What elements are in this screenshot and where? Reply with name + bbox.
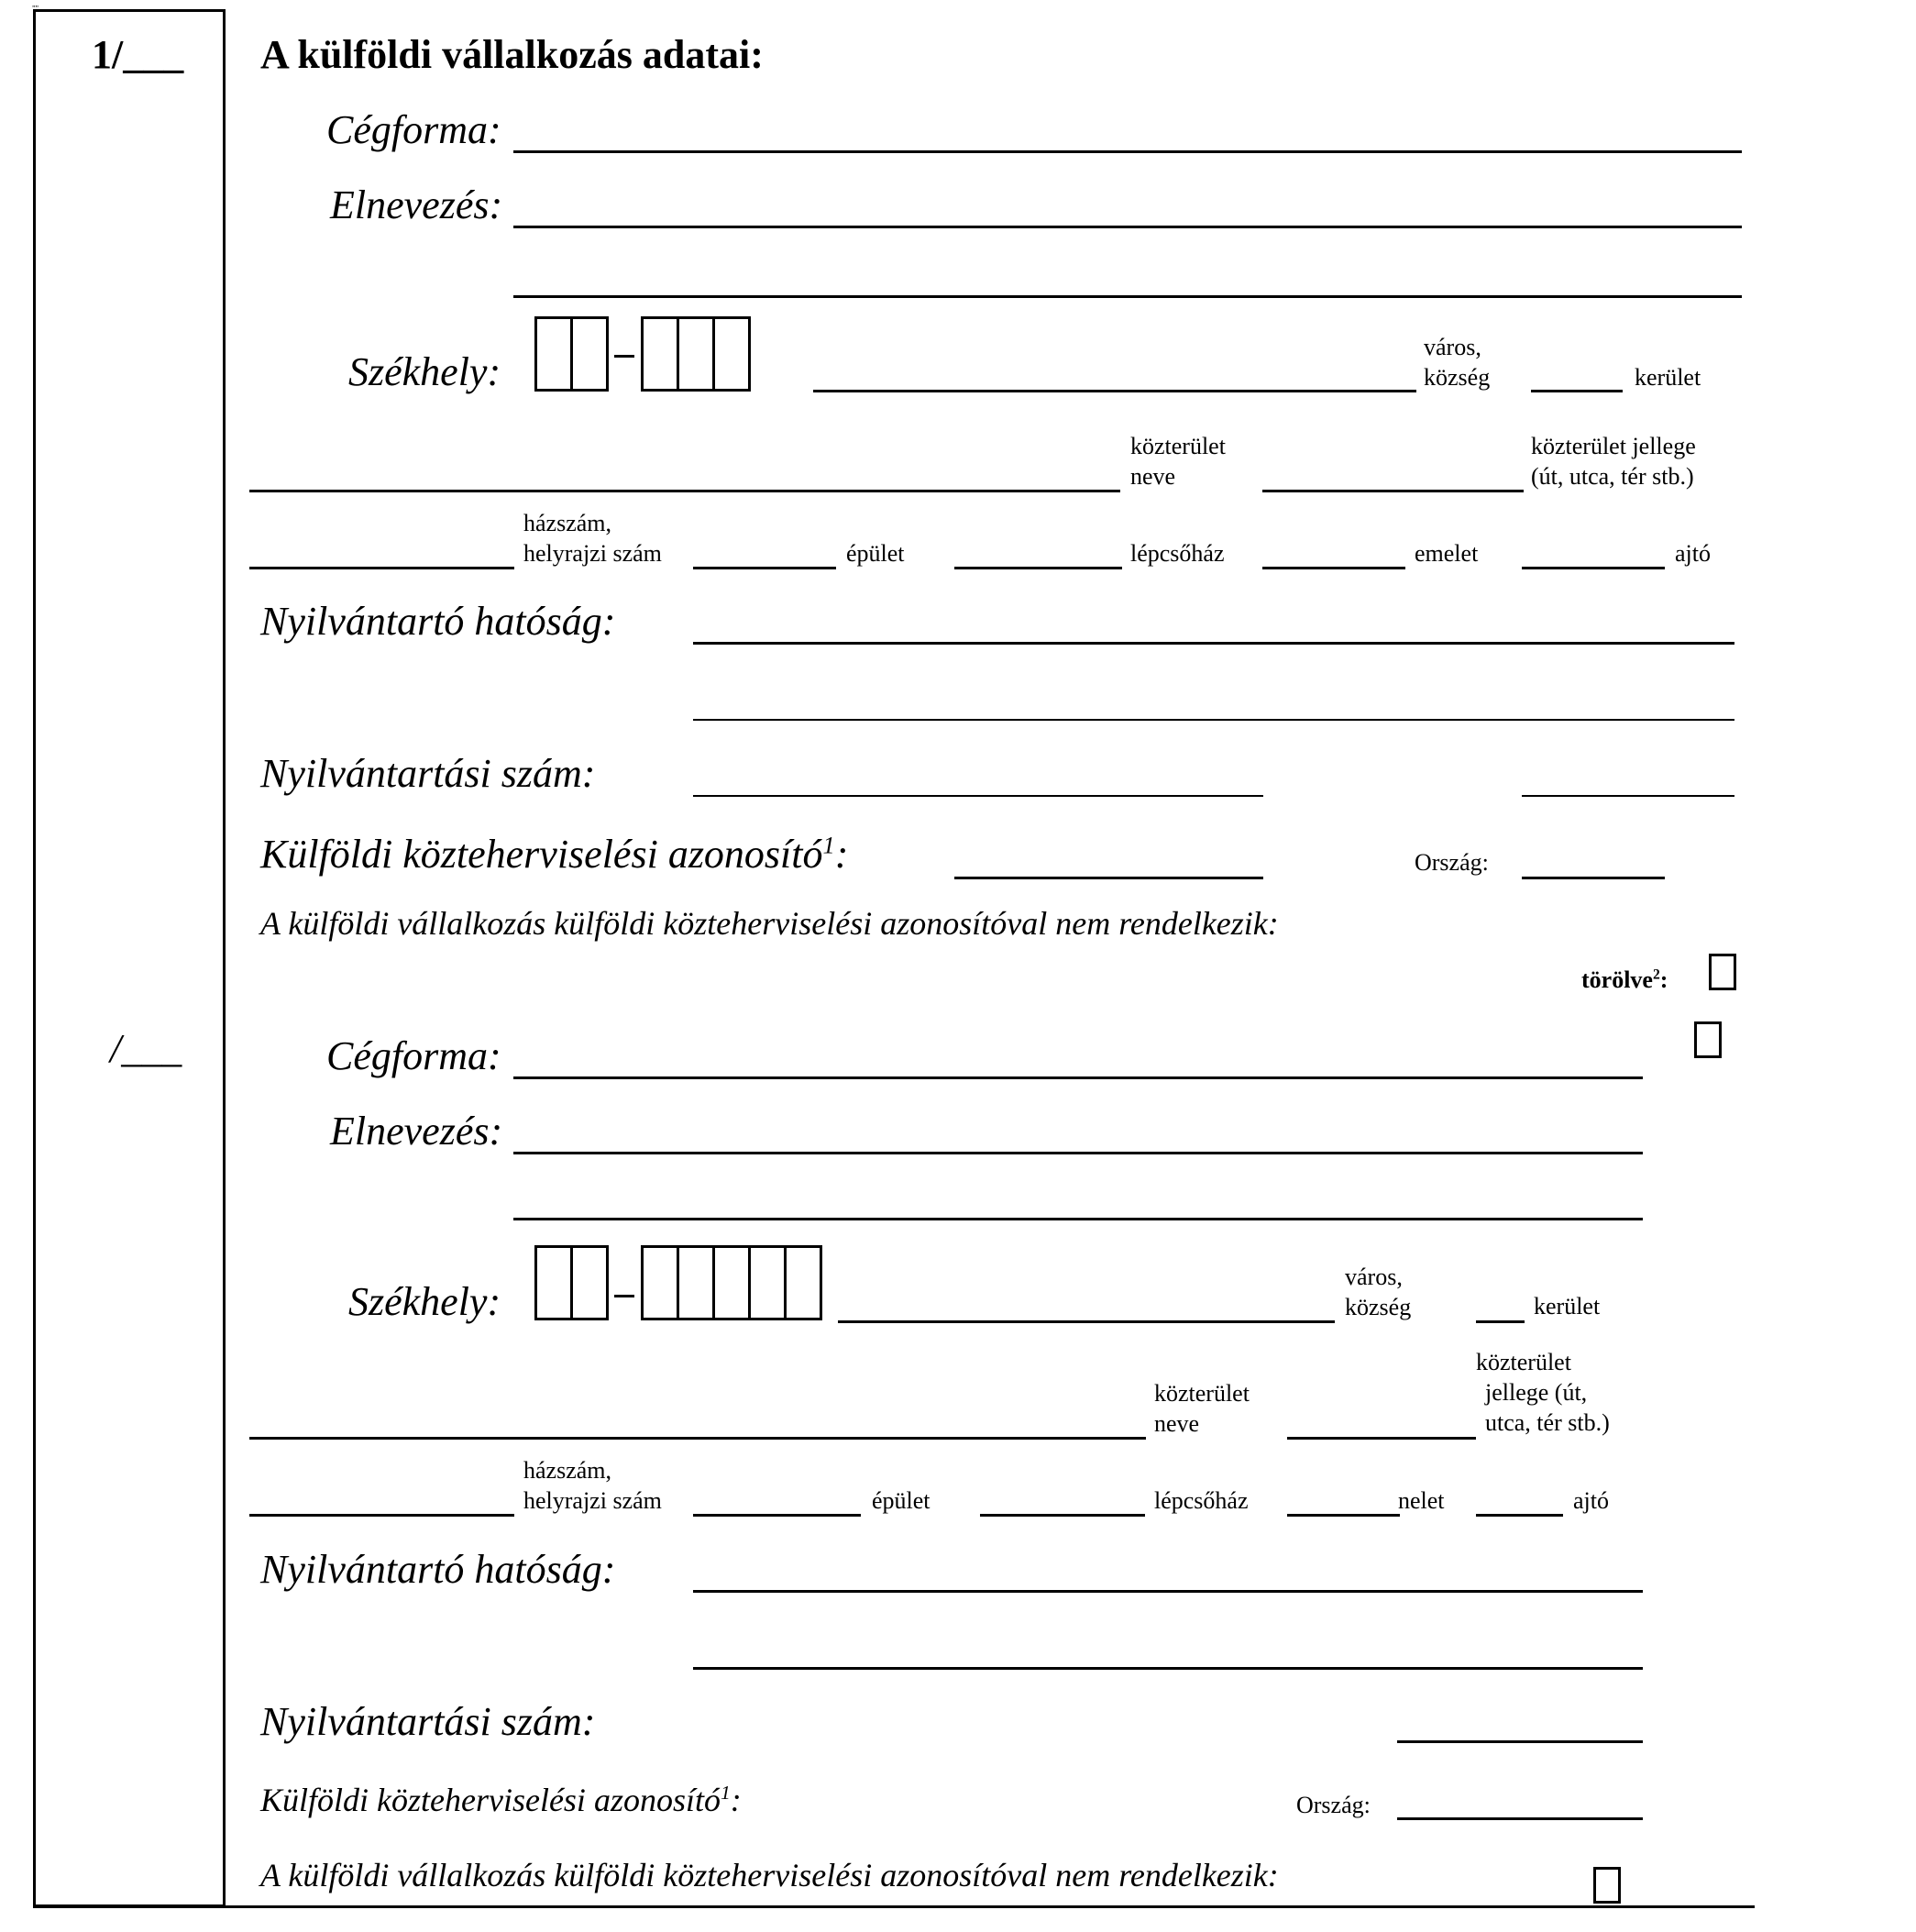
nyilvantartasi-szam-label: Nyilvántartási szám:	[260, 751, 596, 796]
hazszam-text-2: helyrajzi szám	[523, 540, 662, 567]
kozterulet-jellege-text-2: (út, utca, tér stb.)	[1531, 463, 1694, 490]
lepcsohaz-label: lépcsőház	[1130, 540, 1225, 567]
epulet-field[interactable]	[693, 567, 836, 569]
nyilvantarto-label-2: Nyilvántartó hatóság:	[260, 1547, 616, 1592]
torolve-text: törölve	[1581, 966, 1653, 993]
nyilvantarto-field[interactable]	[693, 642, 1734, 645]
postcode-cell[interactable]	[573, 319, 609, 389]
kerulet-field-2[interactable]	[1476, 1320, 1525, 1323]
nyilvantarto-field-b2-2[interactable]	[693, 1667, 1643, 1670]
kozterulet-jellege-text-2-3: utca, tér stb.)	[1485, 1409, 1610, 1436]
postcode-country-boxes-2[interactable]	[534, 1245, 609, 1320]
emelet-label: emelet	[1415, 540, 1479, 567]
postcode-dash-2	[614, 1295, 634, 1297]
emelet-field-2[interactable]	[1287, 1514, 1400, 1517]
kozterulet-neve-field-2[interactable]	[249, 1437, 1146, 1440]
lepcsohaz-field-2[interactable]	[980, 1514, 1145, 1517]
lepcsohaz-label-2: lépcsőház	[1154, 1487, 1249, 1514]
torolve-colon: :	[1659, 966, 1668, 993]
nyilvantartasi-szam-label-2: Nyilvántartási szám:	[260, 1699, 596, 1744]
column-divider	[223, 9, 226, 1907]
bottom-border	[33, 1905, 1755, 1908]
postcode-cell[interactable]	[715, 319, 751, 389]
nem-rendelkezik-checkbox-2[interactable]	[1593, 1867, 1621, 1904]
nyilvantartasi-szam-field-2[interactable]	[1522, 795, 1734, 797]
ajto-label: ajtó	[1675, 540, 1711, 567]
szekhely-label-2: Székhely:	[348, 1279, 501, 1324]
hazszam-text-2-2: helyrajzi szám	[523, 1487, 662, 1514]
elnevezes-label: Elnevezés:	[330, 182, 503, 227]
section-heading: A külföldi vállalkozás adatai:	[260, 32, 764, 77]
elnevezes-field-b2[interactable]	[513, 1152, 1643, 1154]
ajto-field-2[interactable]	[1476, 1514, 1563, 1517]
postcode-cell[interactable]	[679, 319, 715, 389]
postcode-country-boxes[interactable]	[534, 316, 609, 392]
hazszam-label-2	[523, 1455, 662, 1516]
azonosito-label-2	[260, 1781, 742, 1819]
epulet-label-2: épület	[872, 1487, 930, 1514]
postcode-cell[interactable]	[573, 1248, 609, 1318]
kozterulet-jellege-text-1: közterület jellege	[1531, 433, 1696, 459]
orszag-field[interactable]	[1522, 877, 1665, 879]
varos-text-2: város,	[1345, 1264, 1403, 1290]
ajto-label-2: ajtó	[1573, 1487, 1609, 1514]
azonosito-colon-2: :	[730, 1782, 742, 1818]
neve-text: neve	[1130, 463, 1176, 490]
nem-rendelkezik-checkbox[interactable]	[1694, 1021, 1722, 1058]
cegforma-field-2[interactable]	[513, 1076, 1643, 1079]
row-number-1: 1/___	[92, 32, 184, 77]
kerulet-label-2: kerület	[1534, 1293, 1601, 1319]
azonosito-text-2: Külföldi közteherviselési azonosító	[260, 1782, 721, 1818]
kozseg-text: község	[1424, 364, 1491, 391]
elnevezes-label-2: Elnevezés:	[330, 1109, 503, 1154]
hazszam-field-2[interactable]	[249, 1514, 514, 1517]
postcode-cell[interactable]	[679, 1248, 715, 1318]
lepcsohaz-field[interactable]	[954, 567, 1122, 569]
varos-kozseg-label	[1424, 332, 1490, 392]
kozterulet-text-2: közterület	[1154, 1380, 1250, 1407]
kozterulet-neve-field[interactable]	[249, 490, 1120, 492]
row-number-2: /___	[110, 1026, 182, 1071]
nyilvantarto-field-b2[interactable]	[693, 1590, 1643, 1593]
varos-field-2[interactable]	[838, 1320, 1335, 1323]
hazszam-text-1: házszám,	[523, 510, 612, 536]
nyilvantartasi-szam-field-b2[interactable]	[1397, 1740, 1643, 1743]
azonosito-field[interactable]	[954, 877, 1263, 879]
hazszam-text-2-1: házszám,	[523, 1457, 612, 1484]
corner-mark: „„	[32, 0, 39, 8]
nyilvantarto-field-2[interactable]	[693, 719, 1734, 721]
kozterulet-jellege-field-2[interactable]	[1287, 1437, 1476, 1440]
ajto-field[interactable]	[1522, 567, 1665, 569]
orszag-label: Ország:	[1415, 849, 1489, 876]
kozterulet-neve-label	[1130, 431, 1226, 491]
postcode-boxes-2[interactable]	[641, 1245, 822, 1320]
nem-rendelkezik-label: A külföldi vállalkozás külföldi közteherviselési azonosítóval nem rendelkezik:	[260, 905, 1279, 942]
postcode-boxes[interactable]	[641, 316, 751, 392]
hazszam-label	[523, 508, 662, 569]
cegforma-label: Cégforma:	[326, 107, 501, 152]
varos-text: város,	[1424, 334, 1481, 360]
neve-text-2: neve	[1154, 1410, 1200, 1437]
epulet-field-2[interactable]	[693, 1514, 861, 1517]
elnevezes-field-2[interactable]	[513, 295, 1742, 298]
azonosito-text: Külföldi közteherviselési azonosító	[260, 832, 823, 877]
hazszam-field[interactable]	[249, 567, 514, 569]
torolve-label	[1581, 959, 1668, 995]
nyilvantarto-label: Nyilvántartó hatóság:	[260, 599, 616, 644]
kozterulet-jellege-text-2-1: közterület	[1476, 1349, 1571, 1375]
varos-field[interactable]	[813, 390, 1416, 392]
varos-kozseg-label-2	[1345, 1262, 1411, 1322]
elnevezes-field[interactable]	[513, 226, 1742, 228]
orszag-label-2: Ország:	[1296, 1792, 1371, 1818]
cegforma-field[interactable]	[513, 150, 1742, 153]
footnote-1-ref: 1	[822, 831, 835, 859]
azonosito-label	[260, 831, 848, 878]
postcode-cell[interactable]	[787, 1248, 822, 1318]
footnote-2-ref: 2	[1652, 966, 1660, 982]
kozterulet-jellege-label-2	[1476, 1347, 1610, 1438]
postcode-cell[interactable]	[644, 319, 679, 389]
emelet-field[interactable]	[1262, 567, 1405, 569]
kozterulet-text: közterület	[1130, 433, 1226, 459]
postcode-cell[interactable]	[537, 319, 573, 389]
cegforma-label-2: Cégforma:	[326, 1033, 501, 1078]
emelet-label-2: nelet	[1398, 1487, 1445, 1514]
kozterulet-jellege-text-2-2: jellege (út,	[1485, 1379, 1588, 1406]
kozseg-text-2: község	[1345, 1294, 1412, 1320]
left-column-frame	[33, 9, 224, 1907]
kozterulet-jellege-label	[1531, 431, 1696, 491]
kozterulet-neve-label-2	[1154, 1378, 1250, 1439]
footnote-1-ref-2: 1	[720, 1782, 731, 1804]
postcode-cell[interactable]	[715, 1248, 751, 1318]
kerulet-field[interactable]	[1531, 390, 1623, 392]
nem-rendelkezik-label-2: A külföldi vállalkozás külföldi közteherviselési azonosítóval nem rendelkezik:	[260, 1857, 1279, 1893]
kozterulet-jellege-field[interactable]	[1262, 490, 1524, 492]
orszag-field-2[interactable]	[1397, 1817, 1643, 1820]
kerulet-label: kerület	[1635, 364, 1701, 391]
azonosito-colon: :	[834, 832, 849, 877]
nyilvantartasi-szam-field[interactable]	[693, 795, 1263, 797]
postcode-cell[interactable]	[751, 1248, 787, 1318]
postcode-cell[interactable]	[537, 1248, 573, 1318]
postcode-cell[interactable]	[644, 1248, 679, 1318]
epulet-label: épület	[846, 540, 905, 567]
postcode-dash	[614, 355, 634, 358]
szekhely-label: Székhely:	[348, 349, 501, 394]
torolve-checkbox[interactable]	[1709, 954, 1736, 990]
elnevezes-field-b2-2[interactable]	[513, 1218, 1643, 1220]
